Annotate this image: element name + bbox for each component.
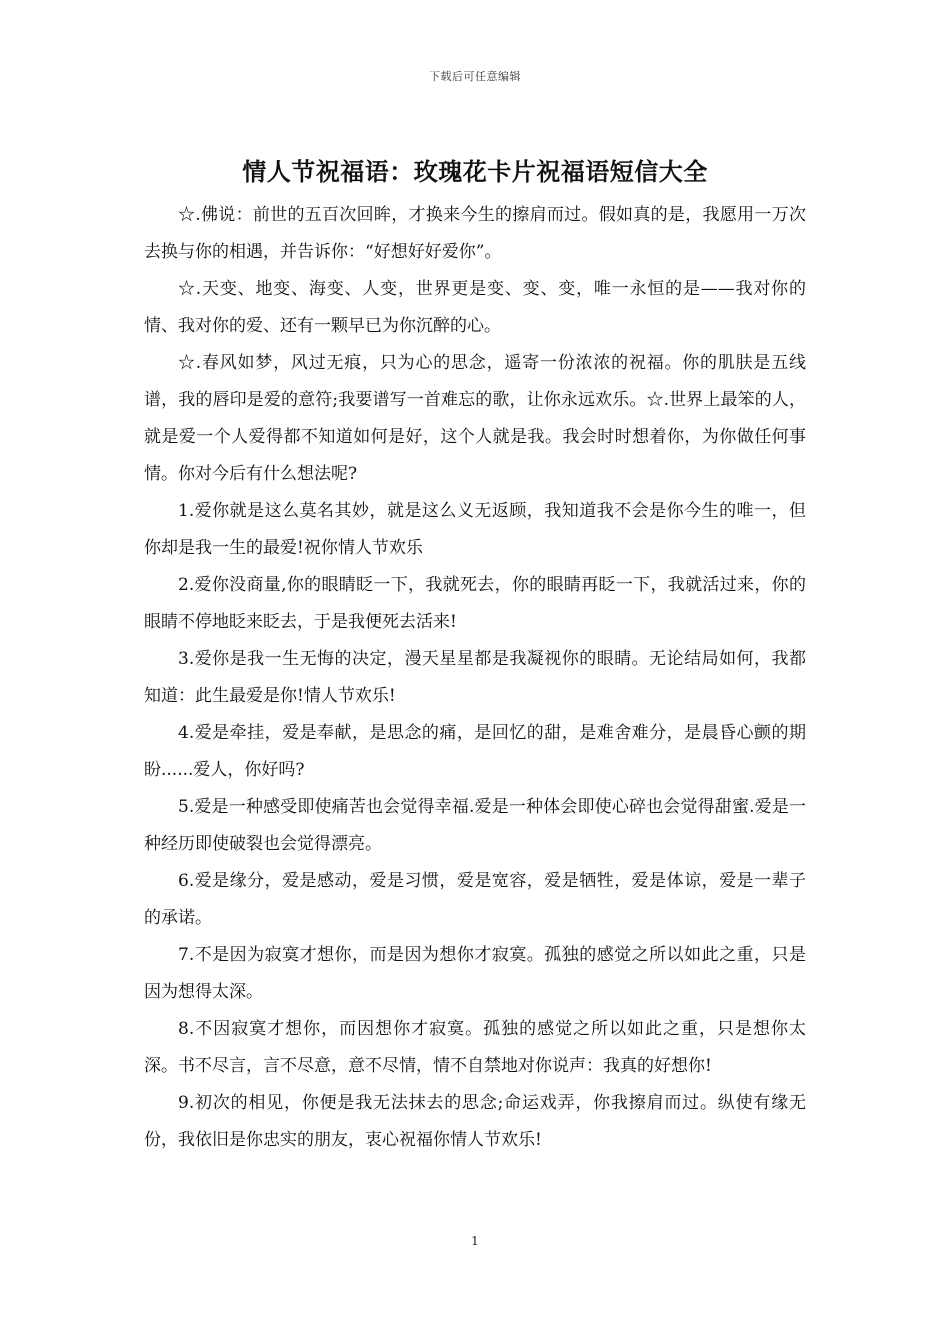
paragraph: 8.不因寂寞才想你，而因想你才寂寞。孤独的感觉之所以如此之重，只是想你太深。书不尽言，言不尽意，意不尽情，情不自禁地对你说声：我真的好想你! xyxy=(144,1019,806,1076)
paragraph: ☆.佛说：前世的五百次回眸，才换来今生的擦肩而过。假如真的是，我愿用一万次去换与你的相遇，并告诉你：“好想好好爱你”。 xyxy=(144,205,806,262)
paragraph: ☆.天变、地变、海变、人变，世界更是变、变、变，唯一永恒的是——我对你的情、我对你的爱、还有一颗早已为你沉醉的心。 xyxy=(144,279,806,336)
page-number: 1 xyxy=(471,1234,479,1248)
document-title: 情人节祝福语：玫瑰花卡片祝福语短信大全 xyxy=(242,157,708,186)
paragraph: 5.爱是一种感受即使痛苦也会觉得幸福.爱是一种体会即使心碎也会觉得甜蜜.爱是一种经历即使破裂也会觉得漂亮。 xyxy=(144,797,806,854)
paragraph: 9.初次的相见，你便是我无法抹去的思念;命运戏弄，你我擦肩而过。纵使有缘无份，我依旧是你忠实的朋友，衷心祝福你情人节欢乐! xyxy=(144,1093,806,1150)
paragraph: 4.爱是牵挂，爱是奉献，是思念的痛，是回忆的甜，是难舍难分，是晨昏心颤的期盼......爱人，你好吗? xyxy=(144,723,806,780)
paragraph: 1.爱你就是这么莫名其妙，就是这么义无返顾，我知道我不会是你今生的唯一，但你却是我一生的最爱!祝你情人节欢乐 xyxy=(144,501,806,558)
paragraph: ☆.春风如梦，风过无痕，只为心的思念，遥寄一份浓浓的祝福。你的肌肤是五线谱，我的唇印是爱的意符;我要谱写一首难忘的歌，让你永远欢乐。☆.世界上最笨的人，就是爱一个人爱得都不知道如何是好，这个人就是我。我会时时想着你，为你做任何事情。你对今后有什么想法呢? xyxy=(144,353,806,484)
paragraph: 2.爱你没商量,你的眼睛眨一下，我就死去，你的眼睛再眨一下，我就活过来，你的眼睛不停地眨来眨去，于是我便死去活来! xyxy=(144,575,806,632)
paragraph: 7.不是因为寂寞才想你，而是因为想你才寂寞。孤独的感觉之所以如此之重，只是因为想得太深。 xyxy=(144,945,806,1002)
header-note: 下载后可任意编辑 xyxy=(429,70,521,83)
paragraph: 6.爱是缘分，爱是感动，爱是习惯，爱是宽容，爱是牺牲，爱是体谅，爱是一辈子的承诺。 xyxy=(144,871,806,928)
document-body xyxy=(144,197,806,1159)
paragraph: 3.爱你是我一生无悔的决定，漫天星星都是我凝视你的眼睛。无论结局如何，我都知道：此生最爱是你!情人节欢乐! xyxy=(144,649,806,706)
